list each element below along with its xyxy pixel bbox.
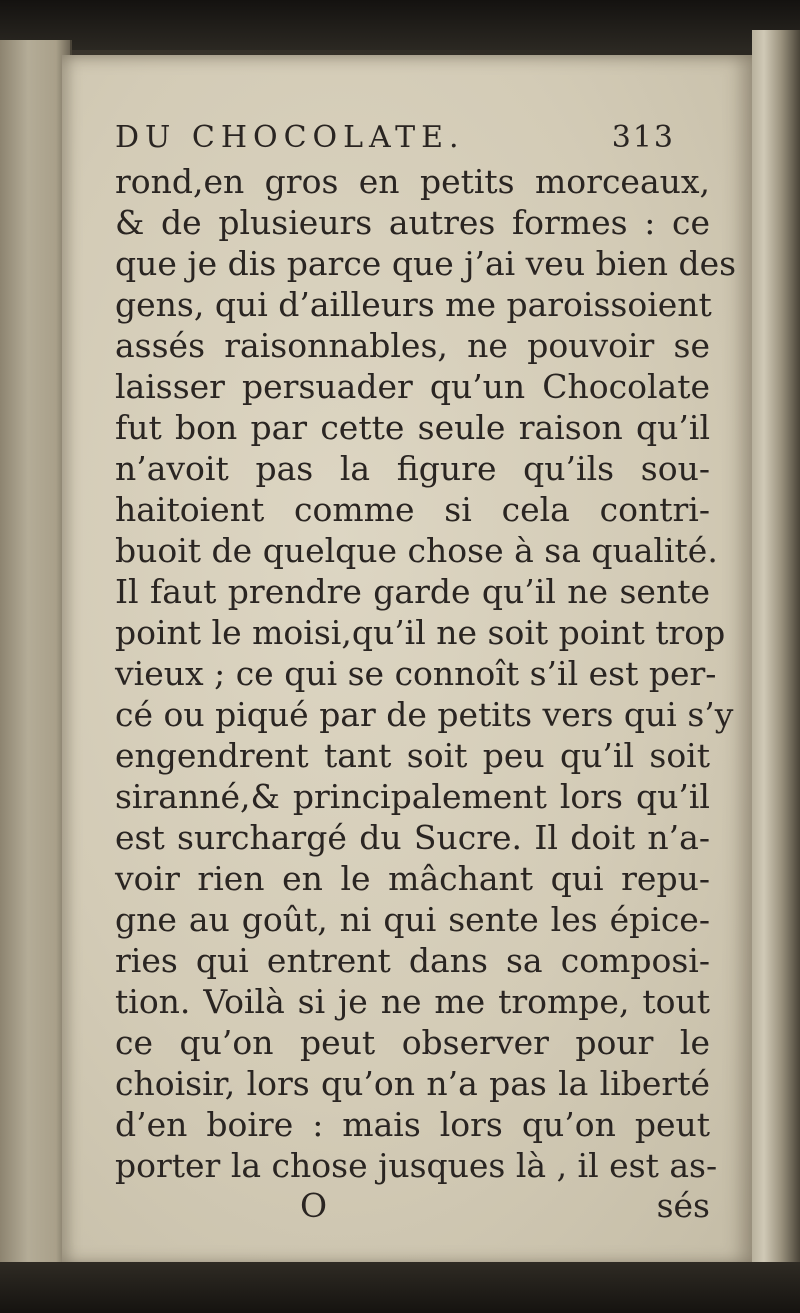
- text-line: voir rien en le mâchant qui repu-: [115, 859, 710, 898]
- text-line: fut bon par cette seule raison qu’il: [115, 408, 710, 447]
- text-line: siranné,& principalement lors qu’il: [115, 777, 710, 816]
- text-line: ce qu’on peut observer pour le: [115, 1023, 710, 1062]
- running-header: [115, 120, 715, 155]
- text-line: est surchargé du Sucre. Il doit n’a-: [115, 818, 710, 857]
- page-number: 313: [611, 120, 675, 155]
- text-line: gne au goût, ni qui sente les épice-: [115, 900, 710, 939]
- text-line: que je dis parce que j’ai veu bien des: [115, 244, 737, 283]
- text-line: ries qui entrent dans sa composi-: [115, 941, 710, 980]
- text-line: choisir, lors qu’on n’a pas la liberté: [115, 1064, 710, 1103]
- text-line: d’en boire : mais lors qu’on peut: [115, 1105, 710, 1144]
- text-line: assés raisonnables, ne pouvoir se: [115, 326, 710, 365]
- text-line: haitoient comme si cela contri-: [115, 490, 710, 529]
- text-line: engendrent tant soit peu qu’il soit: [115, 736, 710, 775]
- bottom-shadow: [0, 1262, 800, 1313]
- text-line: porter la chose jusques là , il est as-: [115, 1146, 718, 1185]
- page-stack-edge: [752, 30, 800, 1280]
- signature-mark: O: [300, 1186, 328, 1225]
- footer-line: [115, 1186, 710, 1226]
- text-line: gens, qui d’ailleurs me paroissoient: [115, 285, 712, 324]
- page-text: [115, 120, 737, 1226]
- text-line: & de plusieurs autres formes : ce: [115, 203, 710, 242]
- text-line: point le moisi,qu’il ne soit point trop: [115, 613, 726, 652]
- catchword: sés: [656, 1186, 710, 1225]
- text-line: vieux ; ce qui se connoît s’il est per-: [115, 654, 717, 693]
- text-line: laisser persuader qu’un Chocolate: [115, 367, 710, 406]
- text-line: buoit de quelque chose à sa qualité.: [115, 531, 718, 570]
- top-shadow: [0, 0, 800, 50]
- text-line: n’avoit pas la figure qu’ils sou-: [115, 449, 710, 488]
- running-title: DU CHOCOLATE.: [115, 120, 465, 155]
- text-line: tion. Voilà si je ne me trompe, tout: [115, 982, 710, 1021]
- text-line: Il faut prendre garde qu’il ne sente: [115, 572, 710, 611]
- text-line: rond,en gros en petits morceaux,: [115, 162, 710, 201]
- text-line: cé ou piqué par de petits vers qui s’y: [115, 695, 734, 734]
